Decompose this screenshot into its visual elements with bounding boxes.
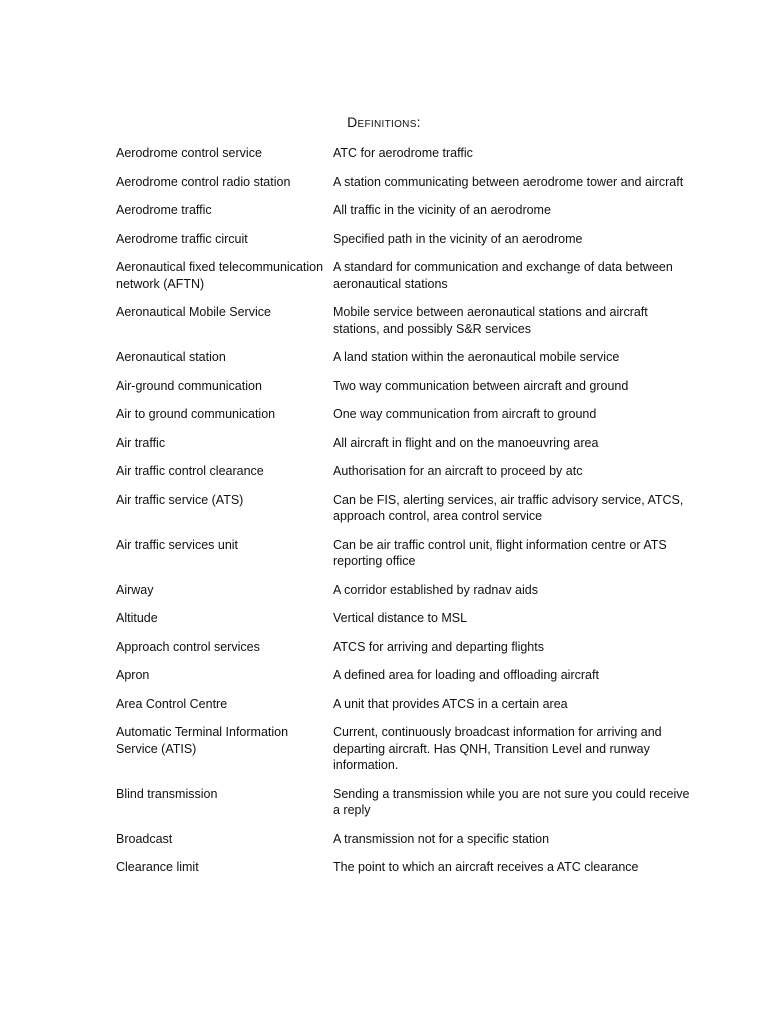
definition-term: Air traffic — [116, 435, 166, 450]
definition-row — [116, 202, 696, 219]
definition-text: Sending a transmission while you are not sure you could receive a reply — [333, 786, 690, 817]
definition-text: A defined area for loading and offloading aircraft — [333, 668, 599, 682]
definition-row — [116, 786, 696, 819]
definition-row — [116, 537, 696, 570]
definition-term: Area Control Centre — [116, 696, 228, 711]
definition-term: Aeronautical Mobile Service — [116, 305, 271, 319]
definitions-list — [116, 145, 696, 888]
page-title: Definitions: — [347, 114, 421, 130]
definition-text: Two way communication between aircraft and ground — [333, 378, 629, 393]
definition-text: All aircraft in flight and on the manoeuvring area — [333, 435, 599, 450]
definition-term: Air-ground communication — [116, 378, 262, 393]
definition-text: Vertical distance to MSL — [333, 611, 468, 625]
definition-text: A land station within the aeronautical mobile service — [333, 350, 620, 364]
definition-text: A corridor established by radnav aids — [333, 582, 538, 597]
definition-text: Current, continuously broadcast information for arriving and departing aircraft. Has QNH, Transition Level and runway information. — [333, 725, 662, 772]
definition-term: Air traffic service (ATS) — [116, 492, 244, 507]
definition-row — [116, 724, 696, 774]
definition-text: Can be FIS, alerting services, air traffic advisory service, ATCS, approach control, area control service — [333, 492, 684, 523]
definition-row — [116, 696, 696, 713]
definition-text: A station communicating between aerodrome tower and aircraft — [333, 174, 684, 189]
definition-text: Specified path in the vicinity of an aerodrome — [333, 231, 583, 246]
definition-row — [116, 492, 696, 525]
definition-row — [116, 259, 696, 292]
definition-text: One way communication from aircraft to ground — [333, 407, 597, 421]
definition-text: Mobile service between aeronautical stations and aircraft stations, and possibly S&R services — [333, 305, 648, 336]
definition-term: Air traffic services unit — [116, 537, 239, 552]
definition-term: Air traffic control clearance — [116, 464, 264, 478]
definition-term: Automatic Terminal Information Service (ATIS) — [116, 725, 289, 756]
definition-term: Apron — [116, 668, 150, 682]
definition-text: All traffic in the vicinity of an aerodrome — [333, 203, 551, 217]
definition-text: Authorisation for an aircraft to proceed by atc — [333, 464, 583, 478]
definition-text: A transmission not for a specific station — [333, 831, 550, 846]
definition-text: Can be air traffic control unit, flight information centre or ATS reporting office — [333, 537, 667, 568]
definition-term: Aerodrome traffic circuit — [116, 231, 248, 246]
definition-text: A unit that provides ATCS in a certain area — [333, 696, 568, 711]
definition-term: Aerodrome control radio station — [116, 174, 291, 189]
definition-row — [116, 831, 696, 848]
definition-term: Broadcast — [116, 831, 173, 846]
definition-term: Aerodrome traffic — [116, 203, 212, 217]
definition-row — [116, 145, 696, 162]
definition-row — [116, 231, 696, 248]
definition-row — [116, 435, 696, 452]
definition-text: ATCS for arriving and departing flights — [333, 639, 544, 654]
definition-term: Air to ground communication — [116, 407, 276, 421]
definition-row — [116, 463, 696, 480]
definition-text: The point to which an aircraft receives a ATC clearance — [333, 860, 639, 874]
definition-term: Altitude — [116, 611, 158, 625]
definition-term: Aeronautical station — [116, 350, 226, 364]
definition-term: Clearance limit — [116, 860, 199, 874]
definition-row — [116, 304, 696, 337]
definition-row — [116, 610, 696, 627]
definition-row — [116, 639, 696, 656]
definition-term: Blind transmission — [116, 786, 218, 801]
definition-row — [116, 349, 696, 366]
definition-row — [116, 174, 696, 191]
definition-row — [116, 406, 696, 423]
definition-term: Approach control services — [116, 639, 260, 654]
definition-term: Airway — [116, 582, 154, 597]
definition-text: A standard for communication and exchange of data between aeronautical stations — [333, 260, 673, 291]
definition-row — [116, 582, 696, 599]
definition-row — [116, 859, 696, 876]
definition-term: Aerodrome control service — [116, 146, 262, 160]
definition-term: Aeronautical fixed telecommunication network (AFTN) — [116, 260, 324, 291]
definition-row — [116, 378, 696, 395]
definition-text: ATC for aerodrome traffic — [333, 146, 473, 160]
definition-row — [116, 667, 696, 684]
